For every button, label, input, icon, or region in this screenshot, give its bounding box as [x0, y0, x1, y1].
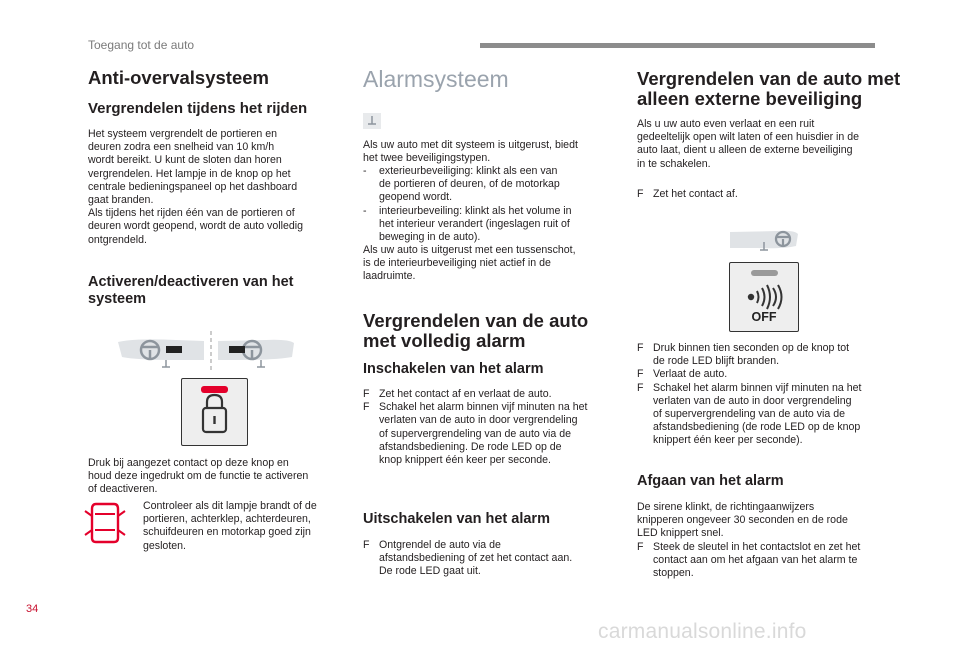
alarm-triggered-text: De sirene klinkt, de richtingaanwijzers knipperen ongeveer 30 seconden en de rode LED knippert snel.: [637, 501, 848, 540]
exterior-alarm-steps: [637, 342, 899, 448]
list-item: F Zet het contact af en verlaat de auto.: [363, 388, 552, 400]
list-item: - interieurbeveiling: klinkt als het volume in het interieur verandert (ingeslagen ruit of beweging in de auto).: [363, 204, 572, 244]
central-lock-button[interactable]: [181, 378, 248, 446]
stop-alarm-steps: [637, 541, 899, 581]
list-item: F Verlaat de auto.: [637, 368, 728, 381]
activate-deactivate-heading: Activeren/deactiveren van het systeem: [88, 274, 294, 307]
lock-while-driving-heading: Vergrendelen tijdens het rijden: [88, 100, 308, 117]
list-item: - exterieurbeveiliging: klinkt als een van de portieren of deuren, of de motorkap geopend wordt.: [363, 165, 560, 204]
list-item: F Schakel het alarm binnen vijf minuten na het verlaten van de auto in door vergrendeling of supervergrendeling van de auto via de afstandsbediening. De rode LED op de knop knippert één keer per seconde.: [363, 401, 588, 467]
dashboard-illustration-small: [728, 224, 800, 256]
exterior-protection-heading: Vergrendelen van de auto met alleen externe beveiliging: [637, 68, 901, 109]
ignition-off-step: [637, 188, 899, 201]
page-number: 34: [26, 603, 39, 615]
deactivate-alarm-heading: Uitschakelen van het alarm: [363, 511, 550, 527]
list-item: F Schakel het alarm binnen vijf minuten na het verlaten van de auto in door vergrendeling of supervergrendeling van de auto via de afstandsbediening (de rode LED op de knop knippert één keer per seconde).: [637, 381, 862, 447]
alarm-triggered-heading: Afgaan van het alarm: [637, 473, 784, 489]
alarm-intro-text: Als uw auto met dit systeem is uitgerust, biedt het twee beveiligingstypen.: [363, 139, 578, 165]
dashboard-illustration: [116, 330, 296, 372]
doors-open-warning-icon: [84, 500, 126, 545]
alarm-system-title: Alarmsysteem: [363, 66, 509, 92]
activate-alarm-steps: [363, 388, 625, 467]
off-label: OFF: [751, 310, 777, 324]
lock-while-driving-text: Het systeem vergrendelt de portieren en deuren zodra een snelheid van 10 km/h wordt bereikt. U kunt de sloten dan horen vergrendelen. Het lampje in de knop op het centrale bedieningspaneel op het dashboard gaat branden. Als tijdens het rijden één van de portieren of deuren wordt geopend, wordt de auto volledig ontgrendeld.: [88, 128, 303, 246]
doors-check-text: Controleer als dit lampje brandt of de portieren, achterklep, achterdeuren, schuifdeuren en motorkap goed zijn gesloten.: [143, 500, 317, 552]
header-bar: [480, 43, 875, 48]
list-item: F Zet het contact af.: [637, 188, 738, 200]
section-header: Toegang tot de auto: [88, 38, 195, 52]
anti-hijack-title: Anti-overvalsysteem: [88, 67, 269, 88]
list-item: F Steek de sleutel in het contactslot en zet het contact aan om het afgaan van het alarm te stoppen.: [637, 541, 861, 580]
partition-note-text: Als uw auto is uitgerust met een tussenschot, is de interieurbeveiliging niet actief in de laadruimte.: [363, 244, 576, 283]
list-item: F Ontgrendel de auto via de afstandsbediening of zet het contact aan. De rode LED gaat uit.: [363, 539, 573, 578]
activate-alarm-heading: Inschakelen van het alarm: [363, 361, 544, 377]
alarm-off-button[interactable]: [729, 262, 799, 332]
protection-types-list: [363, 165, 623, 244]
full-alarm-lock-heading: Vergrendelen van de auto met volledig alarm: [363, 310, 589, 351]
list-item: F Druk binnen tien seconden op de knop tot de rode LED blijft branden.: [637, 342, 850, 368]
watermark: carmanualsonline.info: [598, 620, 807, 643]
key-icon: [362, 112, 382, 130]
press-button-text: Druk bij aangezet contact op deze knop en houd deze ingedrukt om de functie te activeren of deactiveren.: [88, 457, 309, 496]
deactivate-alarm-steps: [363, 539, 623, 579]
exterior-protection-text: Als u uw auto even verlaat en een ruit gedeeltelijk open wilt laten of een huisdier in de auto laat, dient u alleen de externe beveiliging in te schakelen.: [637, 118, 860, 170]
lock-icon: [182, 379, 247, 445]
